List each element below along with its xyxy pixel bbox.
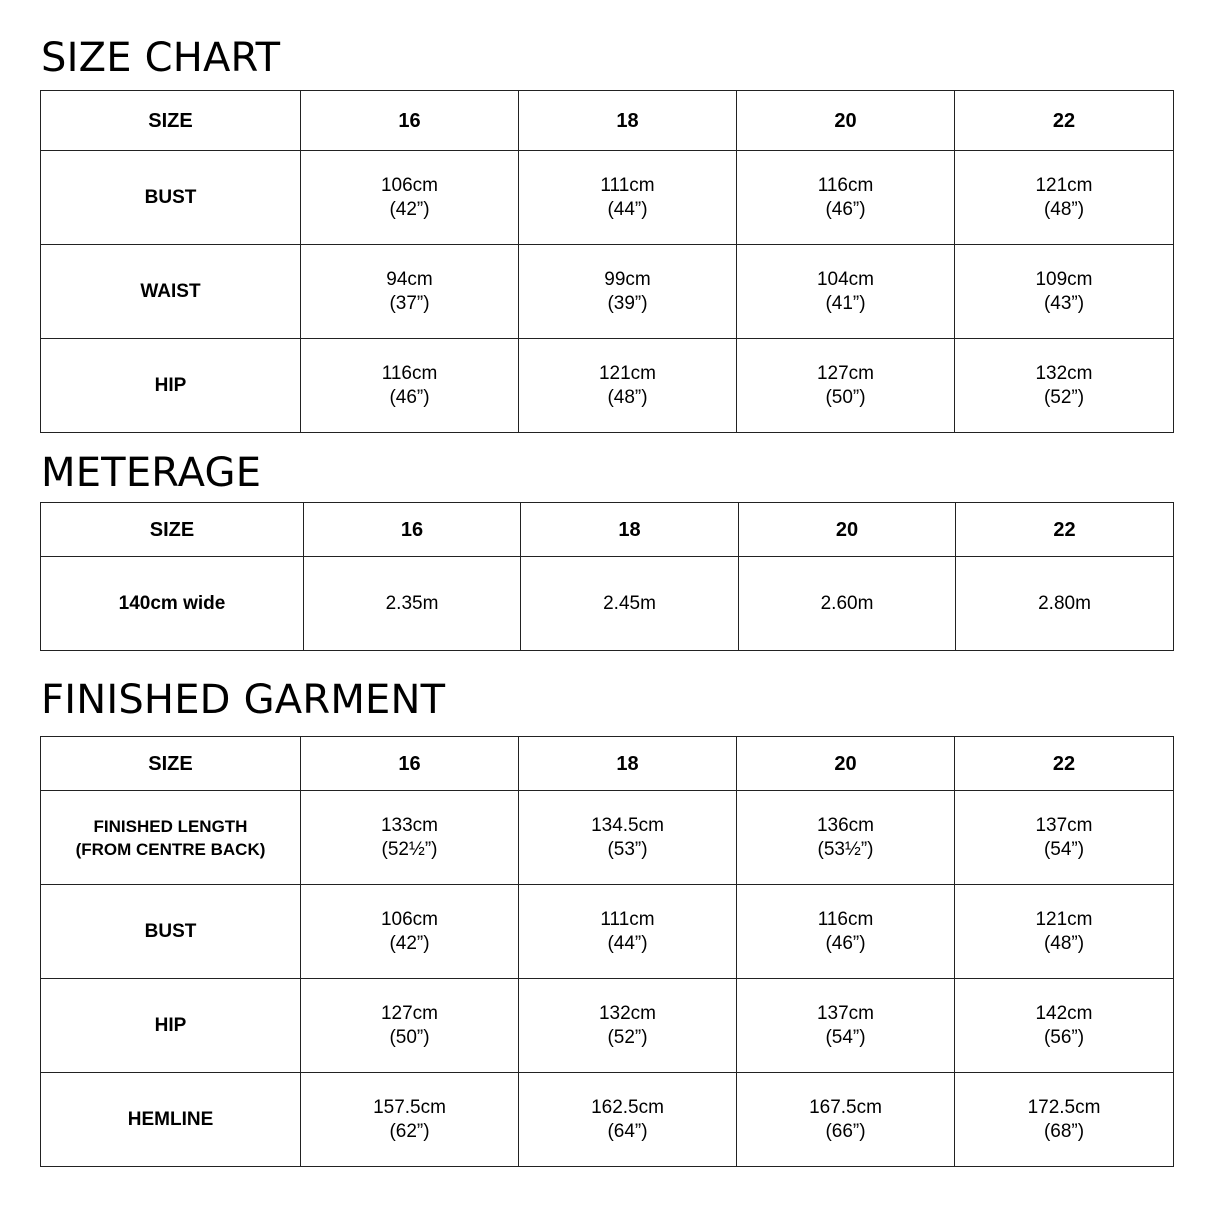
measurement-cell (301, 245, 519, 339)
row-label (41, 245, 301, 339)
size-20-column-header: 20 (737, 737, 955, 791)
metric-value: 137cm (816, 1002, 875, 1024)
imperial-value: (54”) (825, 1026, 866, 1048)
metric-value: 2.80m (1038, 592, 1091, 614)
row-label-line: HEMLINE (127, 1108, 214, 1130)
measurement-cell (955, 151, 1174, 245)
measurement-cell (301, 339, 519, 433)
metric-value: 2.45m (603, 592, 656, 614)
metric-value: 127cm (816, 362, 875, 384)
measurement-cell (301, 151, 519, 245)
table-row (41, 557, 1174, 651)
metric-value: 111cm (600, 174, 655, 196)
metric-value: 121cm (598, 362, 657, 384)
imperial-value: (52”) (1043, 386, 1085, 408)
measurement-cell (521, 557, 739, 651)
imperial-value: (53”) (607, 838, 648, 860)
imperial-value: (44”) (607, 198, 648, 220)
imperial-value: (42”) (389, 932, 430, 954)
measurement-cell (955, 979, 1174, 1073)
size-22-column-header: 22 (955, 91, 1174, 151)
imperial-value: (54”) (1043, 838, 1085, 860)
measurement-cell (956, 557, 1174, 651)
measurement-cell (301, 791, 519, 885)
imperial-value: (68”) (1043, 1120, 1085, 1142)
measurement-cell (737, 245, 955, 339)
metric-value: 121cm (1035, 908, 1093, 930)
measurement-cell (519, 885, 737, 979)
size-20-column-header: 20 (739, 503, 956, 557)
imperial-value: (52”) (607, 1026, 648, 1048)
imperial-value: (44”) (607, 932, 648, 954)
imperial-value: (46”) (825, 932, 866, 954)
size-16-column-header: 16 (301, 737, 519, 791)
measurement-cell (737, 885, 955, 979)
metric-value: 106cm (380, 174, 439, 196)
metric-value: 2.60m (820, 592, 874, 614)
size-18-column-header: 18 (519, 91, 737, 151)
meterage-title: METERAGE (41, 450, 262, 496)
imperial-value: (39”) (607, 292, 648, 314)
imperial-value: (42”) (389, 198, 430, 220)
header-row (41, 503, 1174, 557)
finished-garment-table (40, 736, 1174, 1167)
row-label (41, 1073, 301, 1167)
metric-value: 2.35m (385, 592, 439, 614)
metric-value: 172.5cm (1027, 1096, 1101, 1118)
metric-value: 111cm (600, 908, 655, 930)
imperial-value: (64”) (607, 1120, 648, 1142)
table-row (41, 339, 1174, 433)
metric-value: 94cm (386, 268, 433, 290)
measurement-cell (737, 1073, 955, 1167)
row-label-line: (FROM CENTRE BACK) (75, 839, 266, 859)
imperial-value: (46”) (825, 198, 866, 220)
metric-value: 121cm (1035, 174, 1093, 196)
metric-value: 104cm (816, 268, 875, 290)
measurement-cell (955, 339, 1174, 433)
table-row (41, 1073, 1174, 1167)
row-label (41, 791, 301, 885)
metric-value: 99cm (604, 268, 651, 290)
imperial-value: (41”) (825, 292, 866, 314)
row-label (41, 557, 304, 651)
measurement-cell (955, 885, 1174, 979)
size-16-column-header: 16 (301, 91, 519, 151)
measurement-cell (301, 885, 519, 979)
size-column-header: SIZE (41, 503, 304, 557)
table-row (41, 245, 1174, 339)
imperial-value: (52½”) (381, 838, 438, 860)
metric-value: 116cm (817, 174, 874, 196)
metric-value: 134.5cm (591, 814, 664, 836)
size-chart-table (40, 90, 1174, 433)
table-row (41, 791, 1174, 885)
row-label-line: BUST (144, 920, 197, 942)
size-16-column-header: 16 (304, 503, 521, 557)
imperial-value: (43”) (1043, 292, 1085, 314)
table-row (41, 885, 1174, 979)
measurement-cell (519, 339, 737, 433)
size-18-column-header: 18 (519, 737, 737, 791)
metric-value: 109cm (1035, 268, 1093, 290)
imperial-value: (48”) (607, 386, 648, 408)
metric-value: 116cm (817, 908, 874, 930)
metric-value: 142cm (1035, 1002, 1093, 1024)
measurement-cell (955, 791, 1174, 885)
metric-value: 127cm (380, 1002, 439, 1024)
measurement-cell (519, 1073, 737, 1167)
size-20-column-header: 20 (737, 91, 955, 151)
header-row (41, 91, 1174, 151)
row-label-line: HIP (154, 374, 187, 396)
size-column-header: SIZE (41, 91, 301, 151)
imperial-value: (48”) (1043, 198, 1085, 220)
metric-value: 116cm (381, 362, 438, 384)
metric-value: 132cm (1035, 362, 1093, 384)
metric-value: 133cm (380, 814, 439, 836)
measurement-cell (737, 339, 955, 433)
imperial-value: (37”) (389, 292, 430, 314)
measurement-cell (304, 557, 521, 651)
measurement-cell (737, 979, 955, 1073)
metric-value: 132cm (598, 1002, 657, 1024)
imperial-value: (50”) (825, 386, 866, 408)
measurement-cell (519, 979, 737, 1073)
imperial-value: (50”) (389, 1026, 430, 1048)
imperial-value: (62”) (389, 1120, 430, 1142)
size-column-header: SIZE (41, 737, 301, 791)
row-label (41, 339, 301, 433)
size-22-column-header: 22 (955, 737, 1174, 791)
measurement-cell (519, 151, 737, 245)
imperial-value: (53½”) (817, 838, 874, 860)
row-label-line: HIP (154, 1014, 187, 1036)
metric-value: 137cm (1035, 814, 1093, 836)
measurement-cell (739, 557, 956, 651)
measurement-cell (955, 1073, 1174, 1167)
imperial-value: (48”) (1043, 932, 1085, 954)
size-18-column-header: 18 (521, 503, 739, 557)
measurement-cell (737, 151, 955, 245)
row-label-line: WAIST (140, 280, 201, 302)
row-label (41, 151, 301, 245)
measurement-cell (519, 245, 737, 339)
metric-value: 106cm (380, 908, 439, 930)
size-22-column-header: 22 (956, 503, 1174, 557)
measurement-cell (519, 791, 737, 885)
row-label-line: BUST (144, 186, 197, 208)
table-row (41, 979, 1174, 1073)
header-row (41, 737, 1174, 791)
measurement-cell (301, 979, 519, 1073)
table-row (41, 151, 1174, 245)
meterage-table (40, 502, 1174, 651)
measurement-cell (737, 791, 955, 885)
imperial-value: (46”) (389, 386, 430, 408)
row-label-line: FINISHED LENGTH (93, 816, 248, 836)
imperial-value: (66”) (825, 1120, 866, 1142)
row-label (41, 885, 301, 979)
row-label (41, 979, 301, 1073)
metric-value: 136cm (816, 814, 875, 836)
metric-value: 167.5cm (809, 1096, 882, 1118)
metric-value: 157.5cm (373, 1096, 446, 1118)
metric-value: 162.5cm (591, 1096, 664, 1118)
measurement-cell (955, 245, 1174, 339)
measurement-cell (301, 1073, 519, 1167)
size-chart-title: SIZE CHART (41, 35, 281, 81)
finished-garment-title: FINISHED GARMENT (41, 677, 446, 723)
row-label-line: 140cm wide (118, 592, 226, 614)
imperial-value: (56”) (1043, 1026, 1085, 1048)
